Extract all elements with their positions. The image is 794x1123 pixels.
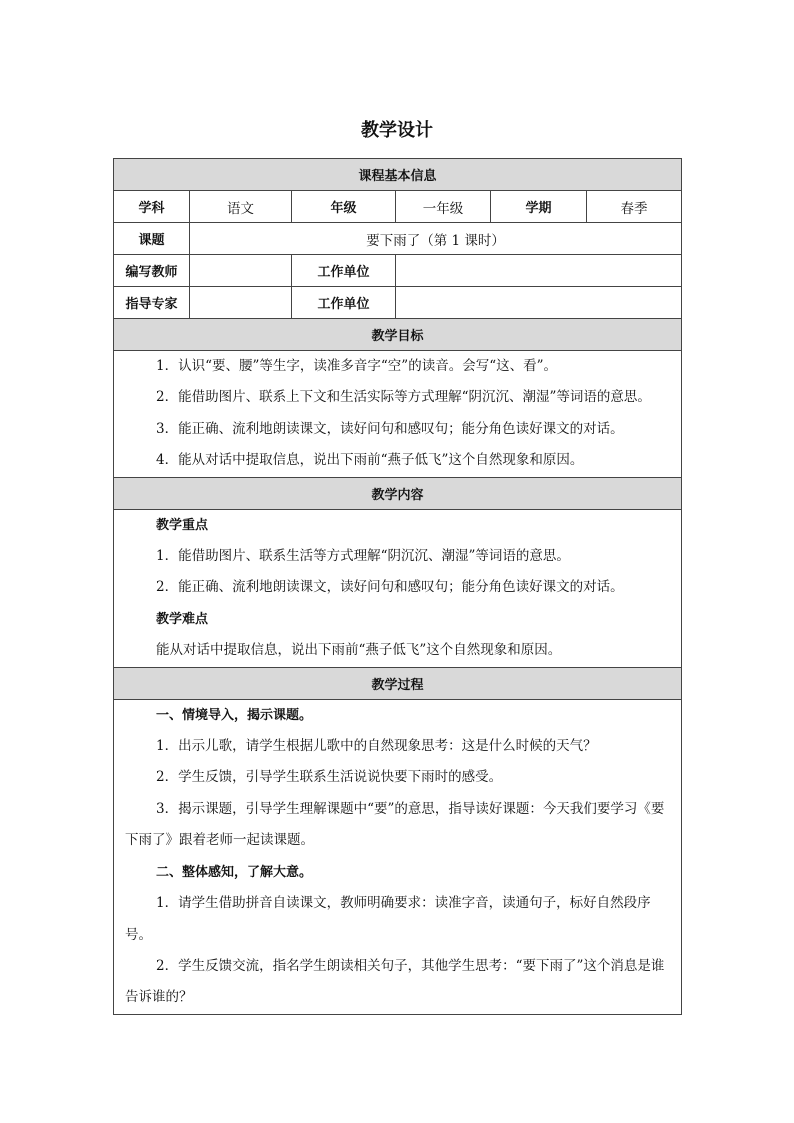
grade-label: 年级 — [292, 191, 396, 223]
step-two-item: 2．学生反馈交流，指名学生朗读相关句子，其他学生思考：“要下雨了”这个消息是谁告诉谁的？ — [125, 957, 665, 1006]
teacher-value — [190, 255, 292, 287]
step-one-item: 1．出示儿歌，请学生根据儿歌中的自然现象思考：这是什么时候的天气？ — [156, 738, 597, 755]
term-label: 学期 — [491, 191, 587, 223]
step-one-title: 一、情境导入，揭示课题。 — [156, 707, 313, 723]
difficult-points-label: 教学难点 — [156, 611, 209, 627]
objectives-header: 教学目标 — [114, 319, 682, 351]
step-one-item: 2．学生反馈，引导学生联系生活说说快要下雨时的感受。 — [156, 769, 503, 786]
term-value: 春季 — [587, 191, 682, 223]
objectives-body — [114, 351, 682, 478]
work-unit-value — [396, 255, 682, 287]
step-two-title: 二、整体感知，了解大意。 — [156, 864, 313, 880]
document-title: 教学设计 — [361, 120, 433, 141]
step-two-item: 1．请学生借助拼音自读课文，教师明确要求：读准字音，读通句子，标好自然段序号。 — [125, 895, 651, 943]
topic-value: 要下雨了（第 1 课时） — [190, 223, 682, 255]
step-one-item: 3．揭示课题，引导学生理解课题中“要”的意思，指导读好课题：今天我们要学习《要下雨了》跟着老师一起读课题。 — [125, 800, 665, 849]
content-body — [114, 509, 682, 667]
objective-item: 3．能正确、流利地朗读课文，读好问句和感叹句；能分角色读好课文的对话。 — [156, 420, 624, 437]
objective-item: 2．能借助图片、联系上下文和生活实际等方式理解“阴沉沉、潮湿”等词语的意思。 — [156, 389, 651, 406]
process-header: 教学过程 — [114, 667, 682, 699]
basic-info-header: 课程基本信息 — [114, 159, 682, 191]
teacher-label: 编写教师 — [114, 255, 190, 287]
topic-label: 课题 — [114, 223, 190, 255]
grade-value: 一年级 — [396, 191, 491, 223]
expert-label: 指导专家 — [114, 287, 190, 319]
process-body — [114, 699, 682, 1014]
key-point-item: 1．能借助图片、联系生活等方式理解“阴沉沉、潮湿”等词语的意思。 — [156, 548, 570, 565]
subject-label: 学科 — [114, 191, 190, 223]
key-point-item: 2．能正确、流利地朗读课文，读好问句和感叹句；能分角色读好课文的对话。 — [156, 579, 624, 596]
objective-item: 1．认识“要、腰”等生字，读准多音字“空”的读音。会写“这、看”。 — [156, 358, 557, 374]
difficult-point-item: 能从对话中提取信息，说出下雨前“燕子低飞”这个自然现象和原因。 — [156, 642, 562, 659]
content-header: 教学内容 — [114, 477, 682, 509]
objective-item: 4．能从对话中提取信息，说出下雨前“燕子低飞”这个自然现象和原因。 — [156, 452, 584, 469]
lesson-plan-table — [113, 158, 682, 1015]
subject-value: 语文 — [190, 191, 292, 223]
expert-work-unit-label: 工作单位 — [292, 287, 396, 319]
key-points-label: 教学重点 — [156, 517, 209, 533]
expert-work-unit-value — [396, 287, 682, 319]
expert-value — [190, 287, 292, 319]
work-unit-label: 工作单位 — [292, 255, 396, 287]
